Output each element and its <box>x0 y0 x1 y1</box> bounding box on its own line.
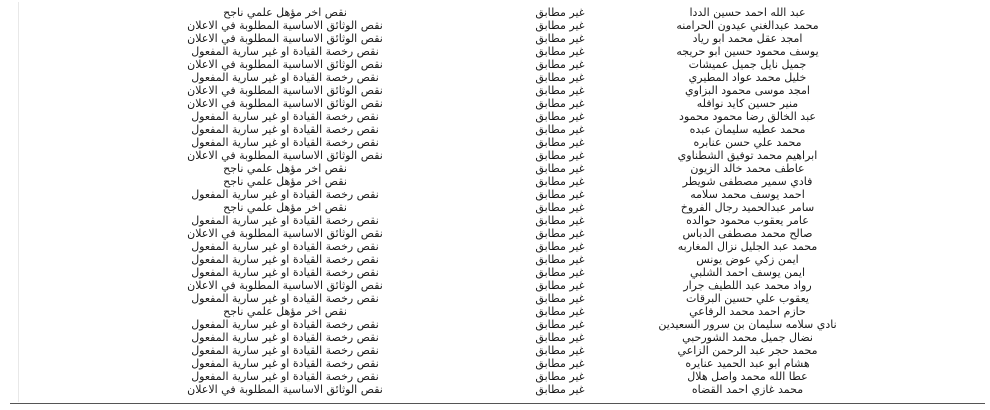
table-row <box>0 97 990 111</box>
bottom-rule <box>10 403 985 404</box>
match-status: غير مطابق <box>535 188 585 201</box>
table-row <box>0 58 990 72</box>
table-row <box>0 240 990 254</box>
rejection-reason: نقص رخصة القيادة او غير سارية المفعول <box>191 370 379 383</box>
rejection-reason: نقص رخصة القيادة او غير سارية المفعول <box>191 136 379 149</box>
applicant-name: ايمن زكي عوض يونس <box>696 253 799 266</box>
table-row <box>0 383 990 397</box>
table-row <box>0 292 990 306</box>
table-row <box>0 71 990 85</box>
rejection-reason: نقص الوثائق الاساسية المطلوبة في الاعلان <box>187 383 383 396</box>
table-row <box>0 201 990 215</box>
match-status: غير مطابق <box>535 214 585 227</box>
match-status: غير مطابق <box>535 162 585 175</box>
match-status: غير مطابق <box>535 318 585 331</box>
table-row <box>0 318 990 332</box>
applicant-name: عبد الله احمد حسين الددا <box>689 6 806 19</box>
table-row <box>0 305 990 319</box>
match-status: غير مطابق <box>535 71 585 84</box>
table-row <box>0 32 990 46</box>
applicant-name: عاطف محمد خالد الزيون <box>690 162 805 175</box>
applicant-name: نضال جميل محمد الشورحبي <box>682 331 813 344</box>
rejection-reason: نقص اخر مؤهل علمي ناجح <box>223 162 347 175</box>
applicant-name: امجد موسى محمود البزاوي <box>685 84 810 97</box>
match-status: غير مطابق <box>535 32 585 45</box>
applicant-name: جميل نايل جميل عميشات <box>688 58 807 71</box>
match-status: غير مطابق <box>535 227 585 240</box>
applicant-name: محمد علي حسن عنابره <box>693 136 802 149</box>
rejection-reason: نقص اخر مؤهل علمي ناجح <box>223 175 347 188</box>
table-row <box>0 45 990 59</box>
table-row <box>0 331 990 345</box>
applicant-name: ابراهيم محمد توفيق الشطناوي <box>677 149 818 162</box>
applicant-name: يعقوب علي حسين البرقات <box>686 292 809 305</box>
table-row <box>0 84 990 98</box>
applicant-name: محمد عبد الجليل نزال المغاربه <box>677 240 818 253</box>
table-row <box>0 149 990 163</box>
applicant-name: محمد غازي احمد القضاه <box>691 383 804 396</box>
match-status: غير مطابق <box>535 279 585 292</box>
table-row <box>0 110 990 124</box>
table-row <box>0 123 990 137</box>
match-status: غير مطابق <box>535 6 585 19</box>
applicant-name: عامر يعقوب محمود حوالده <box>686 214 809 227</box>
rejection-reason: نقص رخصة القيادة او غير سارية المفعول <box>191 357 379 370</box>
match-status: غير مطابق <box>535 123 585 136</box>
match-status: غير مطابق <box>535 357 585 370</box>
rejection-reason: نقص الوثائق الاساسية المطلوبة في الاعلان <box>187 279 383 292</box>
rejection-reason: نقص رخصة القيادة او غير سارية المفعول <box>191 318 379 331</box>
table-row <box>0 6 990 20</box>
rejection-reason: نقص رخصة القيادة او غير سارية المفعول <box>191 71 379 84</box>
table-row <box>0 370 990 384</box>
rejection-reason: نقص رخصة القيادة او غير سارية المفعول <box>191 292 379 305</box>
applicant-name: يوسف محمود حسين ابو حريجه <box>676 45 819 58</box>
rejection-reason: نقص رخصة القيادة او غير سارية المفعول <box>191 344 379 357</box>
rejection-reason: نقص الوثائق الاساسية المطلوبة في الاعلان <box>187 227 383 240</box>
match-status: غير مطابق <box>535 97 585 110</box>
table-row <box>0 266 990 280</box>
match-status: غير مطابق <box>535 292 585 305</box>
match-status: غير مطابق <box>535 266 585 279</box>
rejection-reason: نقص رخصة القيادة او غير سارية المفعول <box>191 188 379 201</box>
match-status: غير مطابق <box>535 201 585 214</box>
applicant-name: محمد حجر عبد الرحمن الزاعي <box>677 344 818 357</box>
table-row <box>0 19 990 33</box>
match-status: غير مطابق <box>535 175 585 188</box>
rejection-reason: نقص رخصة القيادة او غير سارية المفعول <box>191 331 379 344</box>
rejection-reason: نقص رخصة القيادة او غير سارية المفعول <box>191 45 379 58</box>
match-status: غير مطابق <box>535 84 585 97</box>
applicant-name: خليل محمد عواد المطيري <box>688 71 807 84</box>
rejection-reason: نقص الوثائق الاساسية المطلوبة في الاعلان <box>187 32 383 45</box>
table-row <box>0 344 990 358</box>
match-status: غير مطابق <box>535 383 585 396</box>
applicant-name: فادي سمير مصطفى شويطر <box>682 175 813 188</box>
table-row <box>0 253 990 267</box>
match-status: غير مطابق <box>535 240 585 253</box>
rejection-reason: نقص رخصة القيادة او غير سارية المفعول <box>191 123 379 136</box>
table-row <box>0 188 990 202</box>
rejection-reason: نقص الوثائق الاساسية المطلوبة في الاعلان <box>187 97 383 110</box>
rejection-reason: نقص رخصة القيادة او غير سارية المفعول <box>191 266 379 279</box>
rejection-reason: نقص الوثائق الاساسية المطلوبة في الاعلان <box>187 84 383 97</box>
rejection-reason: نقص الوثائق الاساسية المطلوبة في الاعلان <box>187 19 383 32</box>
table-row <box>0 357 990 371</box>
table-row <box>0 227 990 241</box>
rejection-reason: نقص الوثائق الاساسية المطلوبة في الاعلان <box>187 58 383 71</box>
applicant-name: حازم احمد محمد الرفاعي <box>689 305 806 318</box>
match-status: غير مطابق <box>535 331 585 344</box>
match-status: غير مطابق <box>535 45 585 58</box>
match-status: غير مطابق <box>535 19 585 32</box>
match-status: غير مطابق <box>535 253 585 266</box>
applicant-name: امجد عقل محمد ابو رياد <box>692 32 803 45</box>
match-status: غير مطابق <box>535 110 585 123</box>
rejection-reason: نقص رخصة القيادة او غير سارية المفعول <box>191 253 379 266</box>
applicant-name: محمد عبدالغني عيدون الحرامنه <box>676 19 819 32</box>
match-status: غير مطابق <box>535 370 585 383</box>
match-status: غير مطابق <box>535 136 585 149</box>
applicant-name: نادي سلامه سليمان بن سرور السعيدين <box>658 318 837 331</box>
table-row <box>0 175 990 189</box>
rejection-reason: نقص اخر مؤهل علمي ناجح <box>223 305 347 318</box>
table-row <box>0 136 990 150</box>
rejection-reason: نقص رخصة القيادة او غير سارية المفعول <box>191 214 379 227</box>
match-status: غير مطابق <box>535 58 585 71</box>
rejection-reason: نقص اخر مؤهل علمي ناجح <box>223 6 347 19</box>
rejection-reason: نقص الوثائق الاساسية المطلوبة في الاعلان <box>187 149 383 162</box>
rejection-reason: نقص رخصة القيادة او غير سارية المفعول <box>191 240 379 253</box>
applicant-name: ايمن يوسف احمد الشلبي <box>689 266 806 279</box>
applicant-name: رواد محمد عبد اللطيف جرار <box>683 279 812 292</box>
match-status: غير مطابق <box>535 149 585 162</box>
applicant-name: سامر عبدالحميد رجال الفروخ <box>680 201 815 214</box>
match-status: غير مطابق <box>535 344 585 357</box>
rejection-reason: نقص اخر مؤهل علمي ناجح <box>223 201 347 214</box>
table-row <box>0 279 990 293</box>
match-status: غير مطابق <box>535 305 585 318</box>
applicant-name: محمد عطيه سليمان عبده <box>689 123 806 136</box>
applicant-name: عطا الله محمد واصل هلال <box>687 370 808 383</box>
applicant-name: هشام ابو عبد الحميد عنايره <box>685 357 810 370</box>
table-row <box>0 214 990 228</box>
applicant-name: عبد الخالق رضا محمود محمود <box>679 110 816 123</box>
applicant-name: صالح محمد مصطفى الدباس <box>682 227 813 240</box>
table-row <box>0 162 990 176</box>
applicant-name: احمد يوسف محمد سلامه <box>690 188 805 201</box>
applicant-name: منير حسين كايد نوافله <box>696 97 799 110</box>
rejection-reason: نقص رخصة القيادة او غير سارية المفعول <box>191 110 379 123</box>
